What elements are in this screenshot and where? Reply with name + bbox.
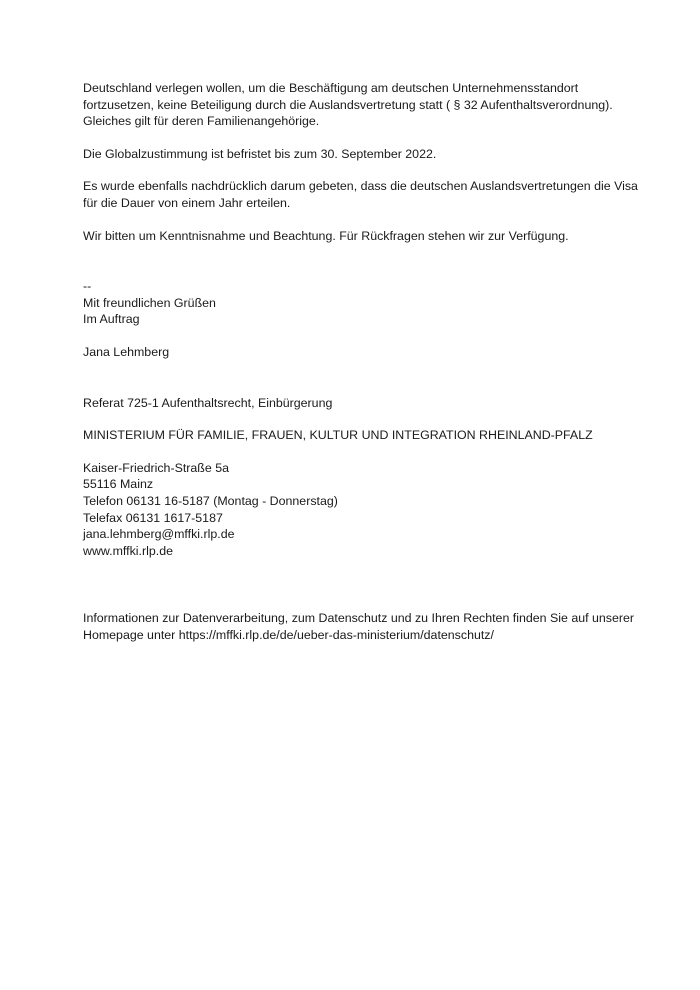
closing-greeting: Mit freundlichen Grüßen xyxy=(83,295,216,310)
body-paragraph-2 xyxy=(83,146,643,163)
sender-name: Jana Lehmberg xyxy=(83,344,170,359)
privacy-line: Informationen zur Datenverarbeitung, zum Datenschutz und zu Ihren Rechten finden Sie auf unserer xyxy=(83,611,635,626)
text-line: Die Globalzustimmung ist befristet bis zum 30. September 2022. xyxy=(83,146,437,161)
signature-separator: -- xyxy=(83,279,92,294)
privacy-line: Homepage unter https://mffki.rlp.de/de/ueber-das-ministerium/datenschutz/ xyxy=(83,627,494,642)
signature-block xyxy=(83,278,643,328)
phone-number: Telefon 06131 16-5187 (Montag - Donnerstag) xyxy=(83,493,338,508)
body-paragraph-1 xyxy=(83,80,643,130)
text-line: fortzusetzen, keine Beteiligung durch die Auslandsvertretung statt ( § 32 Aufenthaltsverordnung). xyxy=(83,97,613,112)
website-link: www.mffki.rlp.de xyxy=(83,543,173,558)
email-document xyxy=(83,80,643,643)
text-line: Deutschland verlegen wollen, um die Beschäftigung am deutschen Unternehmensstandort xyxy=(83,81,579,95)
email-address: jana.lehmberg@mffki.rlp.de xyxy=(83,527,235,542)
body-paragraph-3 xyxy=(83,178,643,211)
street-address: Kaiser-Friedrich-Straße 5a xyxy=(83,460,229,475)
contact-block xyxy=(83,460,643,560)
body-paragraph-4 xyxy=(83,228,643,245)
im-auftrag: Im Auftrag xyxy=(83,312,140,327)
text-line: für die Dauer von einem Jahr erteilen. xyxy=(83,195,291,210)
city-address: 55116 Mainz xyxy=(83,477,154,492)
fax-number: Telefax 06131 1617-5187 xyxy=(83,510,223,525)
ministry-name: MINISTERIUM FÜR FAMILIE, FRAUEN, KULTUR UND INTEGRATION RHEINLAND-PFALZ xyxy=(83,428,593,443)
text-line: Gleiches gilt für deren Familienangehörige. xyxy=(83,114,320,129)
text-line: Wir bitten um Kenntnisnahme und Beachtung. Für Rückfragen stehen wir zur Verfügung. xyxy=(83,228,569,243)
privacy-notice xyxy=(83,610,643,643)
department: Referat 725-1 Aufenthaltsrecht, Einbürgerung xyxy=(83,395,333,410)
text-line: Es wurde ebenfalls nachdrücklich darum gebeten, dass die deutschen Auslandsvertretungen die Visa xyxy=(83,179,638,194)
